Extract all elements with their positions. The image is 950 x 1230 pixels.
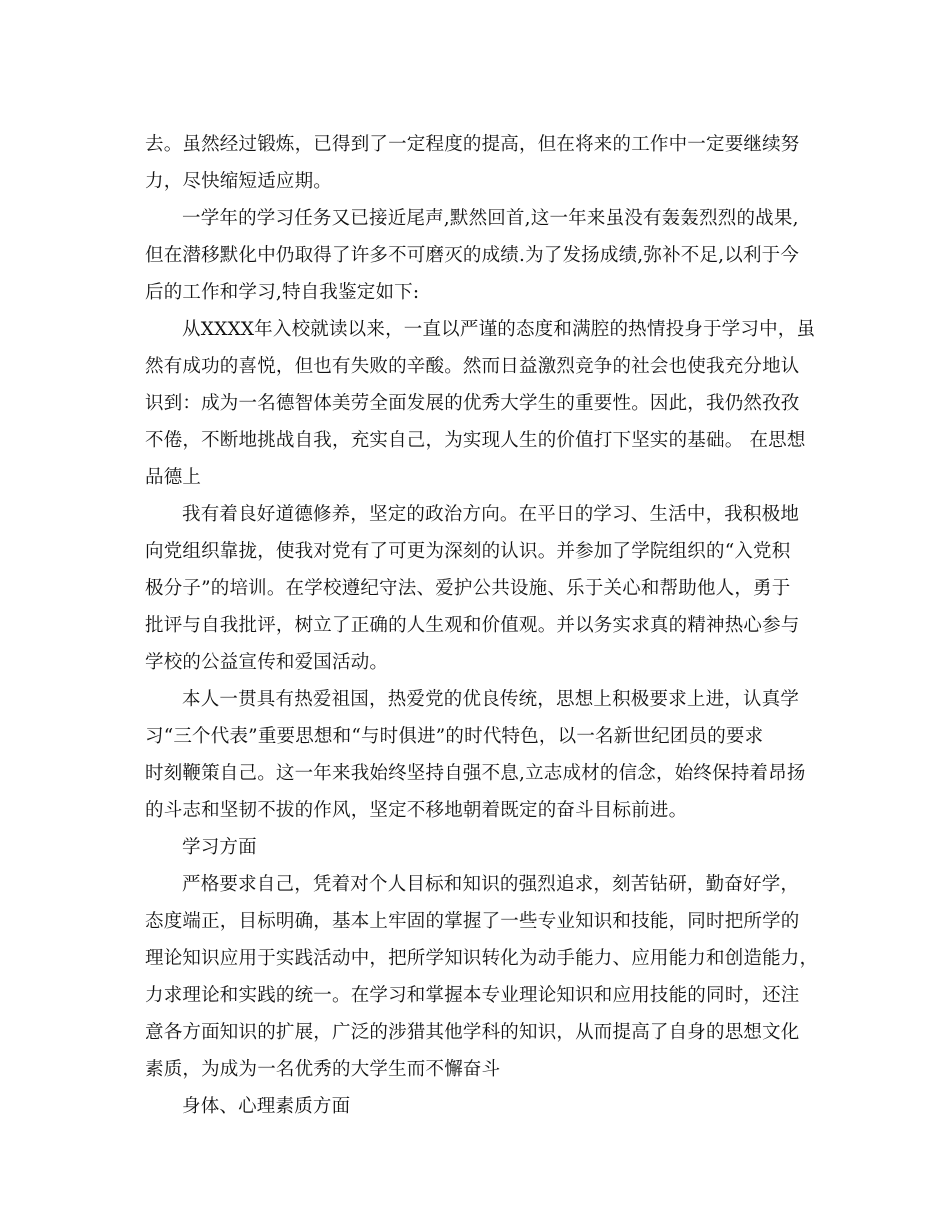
paragraph-first-line: 从XXXX年入校就读以来，一直以严谨的态度和满腔的热情投身于学习中，虽	[182, 319, 816, 340]
text-line: 的斗志和坚韧不拔的作风，坚定不移地朝着既定的奋斗目标前进。	[145, 800, 688, 821]
text-line: 极分子”的培训。在学校遵纪守法、爱护公共设施、乐于关心和帮助他人，勇于	[145, 578, 791, 599]
text-line: 习“三个代表”重要思想和“与时俱进”的时代特色，以一名新世纪团员的要求	[145, 726, 764, 747]
text-line: 品德上	[145, 467, 202, 488]
text-line: 批评与自我批评，树立了正确的人生观和价值观。并以务实求真的精神热心参与	[145, 615, 800, 636]
paragraph-first-line: 本人一贯具有热爱祖国，热爱党的优良传统，思想上积极要求上进，认真学	[182, 689, 800, 710]
text-line: 向党组织靠拢，使我对党有了可更为深刻的认识。并参加了学院组织的“入党积	[145, 541, 791, 562]
document-body	[145, 126, 819, 1125]
text-line: 理论知识应用于实践活动中，把所学知识转化为动手能力、应用能力和创造能力，	[145, 948, 819, 969]
text-line: 力求理论和实践的统一。在学习和掌握本专业理论知识和应用技能的同时，还注	[145, 985, 800, 1006]
text-line: 后的工作和学习,特自我鉴定如下:	[145, 282, 420, 303]
text-line: 识到：成为一名德智体美劳全面发展的优秀大学生的重要性。因此，我仍然孜孜	[145, 393, 800, 414]
text-line: 去。虽然经过锻炼，已得到了一定程度的提高，但在将来的工作中一定要继续努	[145, 134, 800, 155]
paragraph-first-line: 严格要求自己，凭着对个人目标和知识的强烈追求，刻苦钻研，勤奋好学，	[182, 874, 800, 895]
text-line: 态度端正，目标明确，基本上牢固的掌握了一些专业知识和技能，同时把所学的	[145, 911, 800, 932]
text-line: 时刻鞭策自己。这一年来我始终坚持自强不息,立志成材的信念，始终保持着昂扬	[145, 763, 806, 784]
paragraph-first-line: 我有着良好道德修养，坚定的政治方向。在平日的学习、生活中，我积极地	[182, 504, 800, 525]
text-line: 但在潜移默化中仍取得了许多不可磨灭的成绩.为了发扬成绩,弥补不足,以利于今	[145, 245, 800, 266]
section-heading: 身体、心理素质方面	[182, 1096, 351, 1117]
text-line: 然有成功的喜悦，但也有失败的辛酸。然而日益激烈竞争的社会也使我充分地认	[145, 356, 800, 377]
text-line: 意各方面知识的扩展，广泛的涉猎其他学科的知识，从而提高了自身的思想文化	[145, 1022, 800, 1043]
text-line: 力，尽快缩短适应期。	[145, 171, 333, 192]
text-line: 素质，为成为一名优秀的大学生而不懈奋斗	[145, 1059, 501, 1080]
paragraph-first-line: 一学年的学习任务又已接近尾声,默然回首,这一年来虽没有轰轰烈烈的战果,	[182, 208, 799, 229]
section-heading: 学习方面	[182, 837, 257, 858]
text-line: 不倦，不断地挑战自我，充实自己，为实现人生的价值打下坚实的基础。 在思想	[145, 430, 806, 451]
text-line: 学校的公益宣传和爱国活动。	[145, 652, 389, 673]
